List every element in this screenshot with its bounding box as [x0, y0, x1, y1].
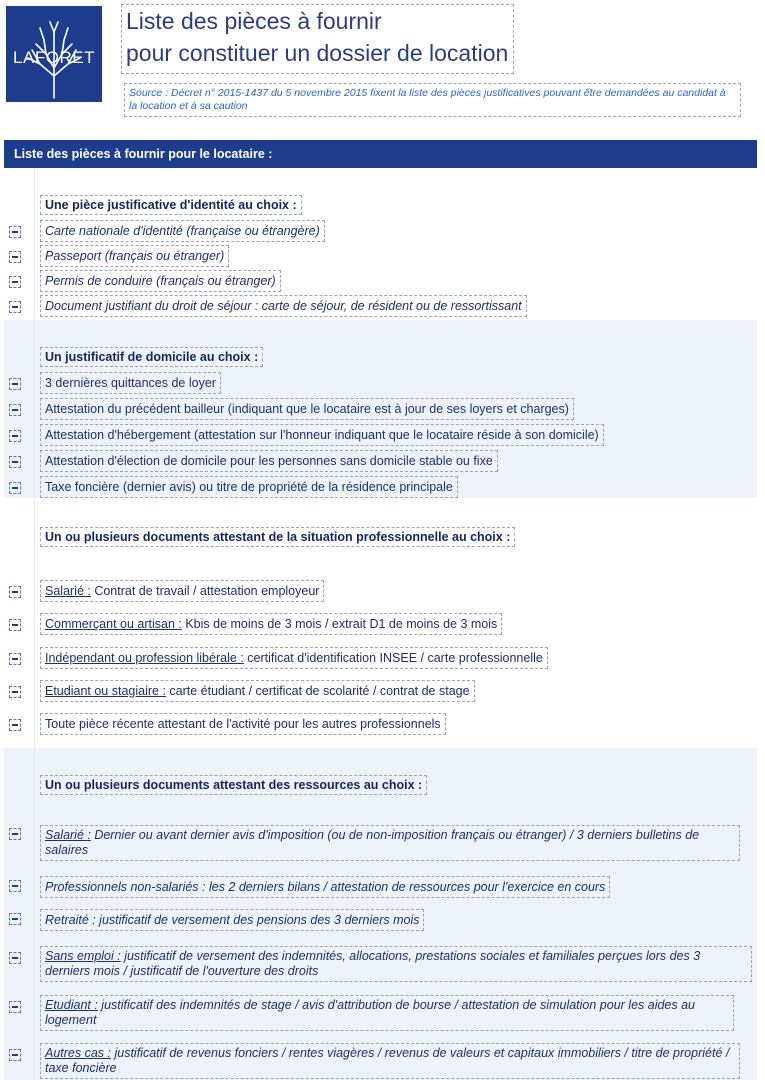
checkbox[interactable]: [9, 880, 21, 892]
section-title-resources: Un ou plusieurs documents attestant des ressources au choix :: [40, 775, 427, 795]
list-item: Attestation d'hébergement (attestation sur l'honneur indiquant que le locataire réside à son domicile): [40, 424, 604, 446]
list-item: Professionnels non-salariés : les 2 derniers bilans / attestation de ressources pour l'exercice en cours: [40, 876, 610, 898]
checkbox[interactable]: [9, 653, 21, 665]
checkbox[interactable]: [9, 828, 21, 840]
item-text: justificatif des indemnités de stage / avis d'attribution de bourse / attestation de simulation pour les aides au logement: [45, 998, 696, 1027]
list-item: [40, 680, 475, 702]
item-label: Indépendant ou profession libérale :: [45, 651, 244, 665]
list-item: Document justifiant du droit de séjour : carte de séjour, de résident ou de ressortissant: [40, 295, 527, 317]
checkbox[interactable]: [9, 301, 21, 313]
item-text: Contrat de travail / attestation employeur: [90, 584, 320, 598]
item-text: certificat d'identification INSEE / carte professionnelle: [243, 651, 543, 665]
list-item: 3 dernières quittances de loyer: [40, 372, 221, 394]
list-item: [40, 580, 324, 602]
section-gutter: [4, 168, 35, 318]
checkbox[interactable]: [9, 1001, 21, 1013]
item-label: Etudiant ou stagiaire :: [45, 684, 166, 698]
checkbox[interactable]: [9, 404, 21, 416]
checkbox[interactable]: [9, 430, 21, 442]
item-text: justificatif de versement des indemnités, allocations, prestations sociales et familiales perçues lors des 3 derniers mois / justificatif de l'ouverture des droits: [45, 949, 701, 978]
checkbox[interactable]: [9, 952, 21, 964]
item-text: Dernier ou avant dernier avis d'imposition (ou de non-imposition français ou étranger) / 3 derniers bulletins de salaires: [45, 828, 700, 857]
list-item: [40, 825, 740, 861]
list-item: Permis de conduire (français ou étranger): [40, 270, 281, 292]
laforet-logo: [6, 6, 102, 102]
list-item: Attestation d'élection de domicile pour les personnes sans domicile stable ou fixe: [40, 450, 498, 472]
list-item: [40, 613, 502, 635]
item-text: carte étudiant / certificat de scolarité / contrat de stage: [165, 684, 470, 698]
section-title-professional: Un ou plusieurs documents attestant de la situation professionnelle au choix :: [40, 527, 515, 547]
list-item: [40, 946, 752, 982]
list-item: Passeport (français ou étranger): [40, 245, 229, 267]
title-line-1: Liste des pièces à fournir: [126, 8, 382, 34]
list-item: Taxe foncière (dernier avis) ou titre de propriété de la résidence principale: [40, 476, 458, 498]
list-item: [40, 1043, 740, 1079]
section-title-domicile: Un justificatif de domicile au choix :: [40, 347, 263, 367]
title-line-2: pour constituer un dossier de location: [126, 40, 509, 66]
item-label: Sans emploi :: [45, 949, 121, 963]
item-text: Kbis de moins de 3 mois / extrait D1 de moins de 3 mois: [181, 617, 498, 631]
main-heading-bar: Liste des pièces à fournir pour le locataire :: [4, 140, 757, 168]
page-title: [121, 4, 514, 74]
item-label: Etudiant :: [45, 998, 98, 1012]
list-item: Retraité : justificatif de versement des pensions des 3 derniers mois: [40, 909, 424, 931]
logo-text: LAFORET: [13, 48, 95, 67]
checkbox[interactable]: [9, 719, 21, 731]
item-label: Autres cas :: [45, 1046, 111, 1060]
item-label: Salarié :: [45, 584, 91, 598]
checkbox[interactable]: [9, 482, 21, 494]
list-item: [40, 647, 548, 669]
checkbox[interactable]: [9, 456, 21, 468]
source-note: Source : Décret n° 2015-1437 du 5 novembre 2015 fixent la liste des pièces justificatives pouvant être demandées au candidat à la location et à sa caution: [124, 83, 741, 117]
list-item: Carte nationale d'identité (française ou étrangère): [40, 220, 325, 242]
checkbox[interactable]: [9, 1049, 21, 1061]
checkbox[interactable]: [9, 686, 21, 698]
checkbox[interactable]: [9, 226, 21, 238]
list-item: Attestation du précédent bailleur (indiquant que le locataire est à jour de ses loyers et charges): [40, 398, 574, 420]
checkbox[interactable]: [9, 251, 21, 263]
checkbox[interactable]: [9, 378, 21, 390]
item-text: justificatif de revenus fonciers / rentes viagères / revenus de valeurs et capitaux immobiliers / titre de propriété / taxe foncière: [45, 1046, 730, 1075]
list-item: Toute pièce récente attestant de l'activité pour les autres professionnels: [40, 713, 446, 735]
item-label: Salarié :: [45, 828, 91, 842]
section-title-identity: Une pièce justificative d'identité au choix :: [40, 195, 302, 215]
checkbox[interactable]: [9, 913, 21, 925]
checkbox[interactable]: [9, 276, 21, 288]
item-label: Commerçant ou artisan :: [45, 617, 182, 631]
checkbox[interactable]: [9, 586, 21, 598]
list-item: [40, 995, 734, 1031]
checkbox[interactable]: [9, 619, 21, 631]
